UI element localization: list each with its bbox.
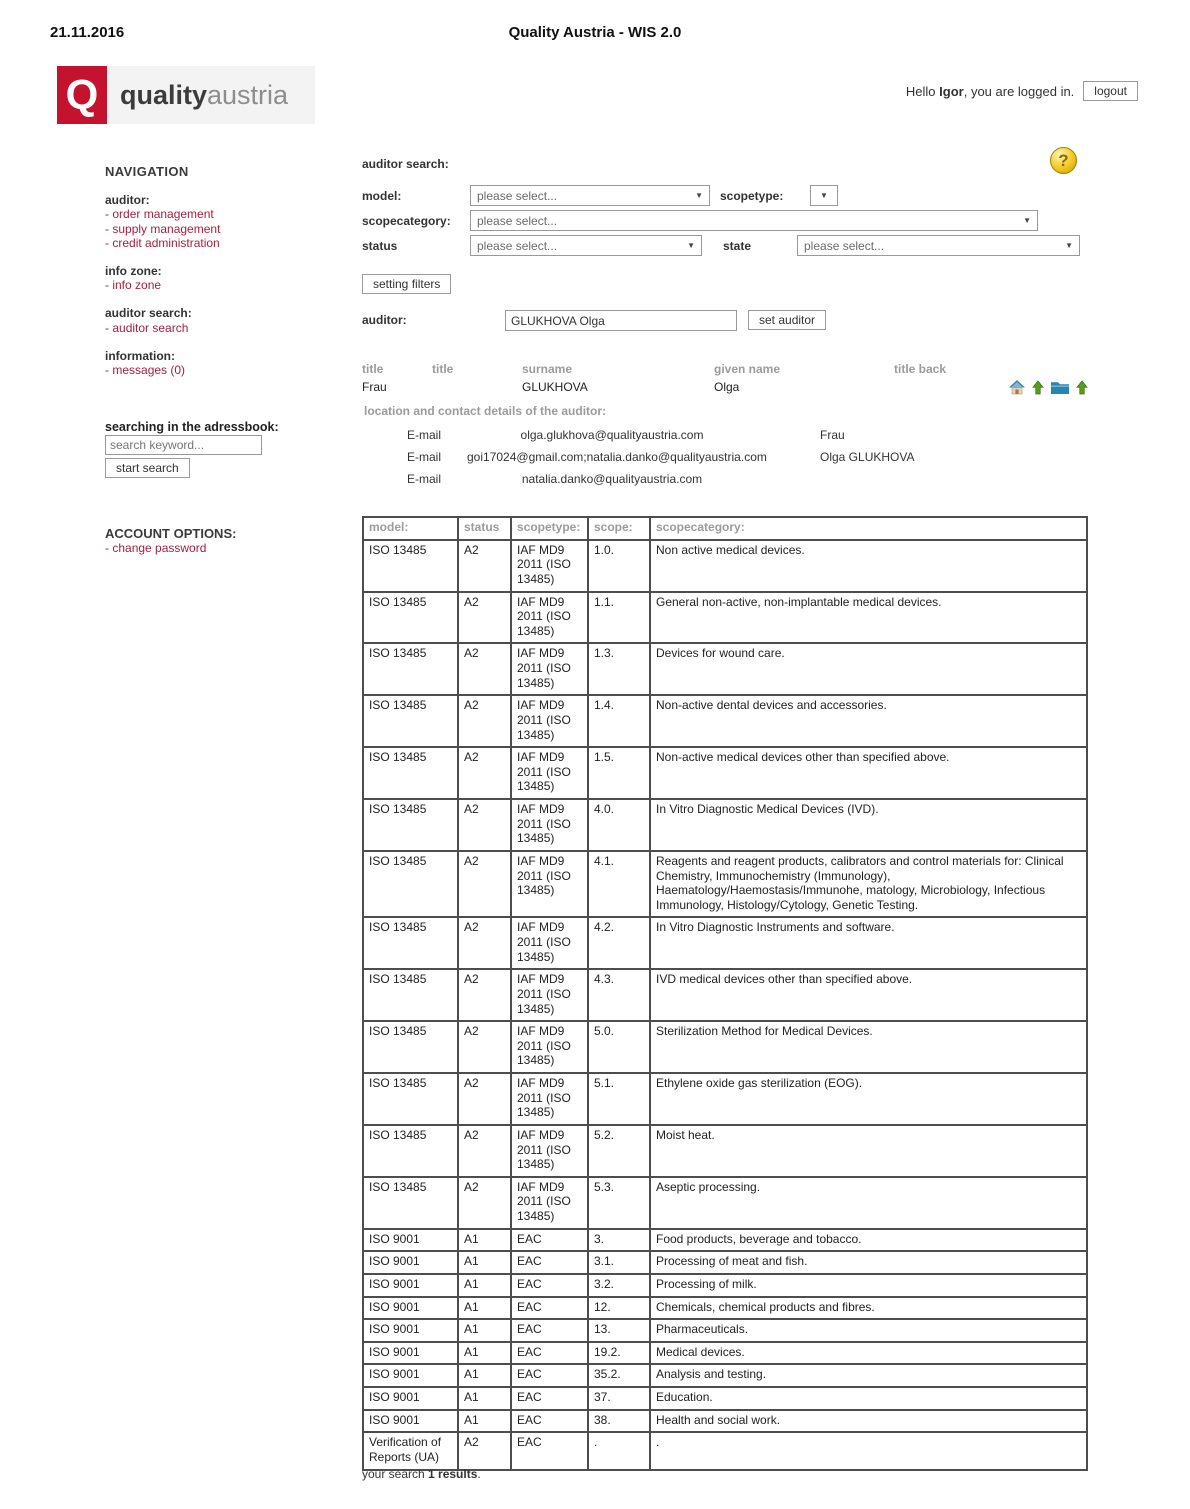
cell-scope: 1.3. xyxy=(588,643,650,695)
cell-scopetype: IAF MD9 2011 (ISO 13485) xyxy=(511,1177,588,1229)
cell-scopetype: EAC xyxy=(511,1319,588,1342)
cell-scopecategory: Sterilization Method for Medical Devices. xyxy=(650,1021,1087,1073)
model-select[interactable]: please select... ▼ xyxy=(470,185,710,206)
cell-scopetype: EAC xyxy=(511,1387,588,1410)
cell-model: ISO 9001 xyxy=(363,1387,458,1410)
cell-scopetype: EAC xyxy=(511,1432,588,1469)
result-column-header: title xyxy=(362,362,384,376)
cell-status: A1 xyxy=(458,1229,511,1252)
cell-scopetype: IAF MD9 2011 (ISO 13485) xyxy=(511,695,588,747)
cell-scopecategory: Devices for wound care. xyxy=(650,643,1087,695)
account-options-heading: ACCOUNT OPTIONS: xyxy=(105,525,237,541)
table-row xyxy=(363,1177,1087,1229)
cell-scopecategory: Non-active dental devices and accessories. xyxy=(650,695,1087,747)
cell-scope: 37. xyxy=(588,1387,650,1410)
sidebar-nav-group xyxy=(105,306,345,335)
result-column-header: title back xyxy=(894,362,947,376)
cell-scopecategory: Health and social work. xyxy=(650,1410,1087,1433)
cell-status: A2 xyxy=(458,747,511,799)
sidebar-item-messages-0[interactable]: - messages (0) xyxy=(105,363,345,377)
cell-status: A1 xyxy=(458,1297,511,1320)
up-arrow-icon[interactable] xyxy=(1032,380,1044,395)
table-row xyxy=(363,851,1087,918)
cell-scope: 38. xyxy=(588,1410,650,1433)
cell-scope: 3.1. xyxy=(588,1251,650,1274)
scopes-table-header-row xyxy=(363,517,1087,540)
cell-status: A2 xyxy=(458,1125,511,1177)
account-options xyxy=(105,526,345,555)
cell-scopecategory: Food products, beverage and tobacco. xyxy=(650,1229,1087,1252)
email-label: E-mail xyxy=(407,472,442,486)
cell-model: ISO 13485 xyxy=(363,643,458,695)
email-owner: Frau xyxy=(820,428,845,442)
cell-scopetype: IAF MD9 2011 (ISO 13485) xyxy=(511,1125,588,1177)
cell-status: A1 xyxy=(458,1387,511,1410)
cell-scopecategory: In Vitro Diagnostic Medical Devices (IVD). xyxy=(650,799,1087,851)
cell-scopecategory: Aseptic processing. xyxy=(650,1177,1087,1229)
email-owner: Olga GLUKHOVA xyxy=(820,450,915,464)
sidebar-nav-group xyxy=(105,349,345,378)
email-label: E-mail xyxy=(407,428,442,442)
logo-text-bold: quality xyxy=(120,79,208,110)
result-row xyxy=(362,379,1088,395)
cell-status: A2 xyxy=(458,643,511,695)
greeting-text: Hello Igor, you are logged in. xyxy=(905,83,1075,99)
email-row xyxy=(362,424,1088,446)
cell-model: ISO 9001 xyxy=(363,1319,458,1342)
cell-status: A2 xyxy=(458,540,511,592)
email-address: natalia.danko@qualityaustria.com xyxy=(521,472,703,486)
table-row xyxy=(363,799,1087,851)
cell-scope: 5.0. xyxy=(588,1021,650,1073)
logo-text xyxy=(120,80,288,111)
cell-scopecategory: In Vitro Diagnostic Instruments and software. xyxy=(650,917,1087,969)
table-row xyxy=(363,1073,1087,1125)
cell-status: A2 xyxy=(458,1432,511,1469)
cell-scopetype: EAC xyxy=(511,1364,588,1387)
cell-model: ISO 9001 xyxy=(363,1297,458,1320)
addressbook-heading: searching in the adressbook: xyxy=(105,419,279,434)
cell-status: A1 xyxy=(458,1342,511,1365)
cell-scopecategory: Analysis and testing. xyxy=(650,1364,1087,1387)
quality-austria-logo xyxy=(57,66,315,124)
table-row xyxy=(363,695,1087,747)
cell-scopecategory: Medical devices. xyxy=(650,1342,1087,1365)
cell-scope: 3. xyxy=(588,1229,650,1252)
cell-model: ISO 9001 xyxy=(363,1274,458,1297)
nav-group-heading: auditor: xyxy=(105,193,150,207)
main-content xyxy=(362,150,1088,1500)
result-surname: GLUKHOVA xyxy=(522,380,588,394)
state-label: state xyxy=(723,239,752,253)
username: Igor xyxy=(939,83,964,99)
cell-status: A2 xyxy=(458,917,511,969)
auditor-search-section-label: auditor search: xyxy=(362,157,449,171)
cell-scope: 13. xyxy=(588,1319,650,1342)
cell-scopecategory: Ethylene oxide gas sterilization (EOG). xyxy=(650,1073,1087,1125)
cell-scope: 1.0. xyxy=(588,540,650,592)
cell-model: ISO 13485 xyxy=(363,1125,458,1177)
scopetype-label: scopetype: xyxy=(720,189,784,203)
cell-scopecategory: Processing of meat and fish. xyxy=(650,1251,1087,1274)
cell-model: ISO 13485 xyxy=(363,1021,458,1073)
cell-scopecategory: Processing of milk. xyxy=(650,1274,1087,1297)
email-address: olga.glukhova@qualityaustria.com xyxy=(520,428,704,442)
cell-scopecategory: Pharmaceuticals. xyxy=(650,1319,1087,1342)
cell-scope: 1.4. xyxy=(588,695,650,747)
cell-scopetype: EAC xyxy=(511,1274,588,1297)
scopes-col-header: scopecategory: xyxy=(650,517,1087,540)
table-row xyxy=(363,1251,1087,1274)
cell-scope: 1.1. xyxy=(588,592,650,644)
cell-scopetype: EAC xyxy=(511,1229,588,1252)
chevron-down-icon: ▼ xyxy=(695,191,703,200)
setting-filters-button[interactable]: setting filters xyxy=(362,274,451,294)
cell-scopetype: EAC xyxy=(511,1251,588,1274)
chevron-down-icon: ▼ xyxy=(820,191,828,200)
email-row xyxy=(362,446,1088,468)
cell-model: ISO 13485 xyxy=(363,851,458,918)
sidebar-nav-groups xyxy=(105,193,345,378)
email-row xyxy=(362,468,1088,490)
logo-q-icon: Q xyxy=(57,66,107,124)
cell-status: A2 xyxy=(458,1177,511,1229)
cell-scopecategory: . xyxy=(650,1432,1087,1469)
status-select[interactable]: please select... ▼ xyxy=(470,235,702,256)
cell-scopecategory: General non-active, non-implantable medical devices. xyxy=(650,592,1087,644)
addressbook-search-input[interactable] xyxy=(105,435,262,455)
cell-scope: 4.3. xyxy=(588,969,650,1021)
cell-model: ISO 13485 xyxy=(363,540,458,592)
cell-status: A2 xyxy=(458,851,511,918)
auditor-label: auditor: xyxy=(362,313,407,327)
table-row xyxy=(363,592,1087,644)
cell-model: ISO 13485 xyxy=(363,695,458,747)
sidebar-item-change-password[interactable]: - change password xyxy=(105,541,345,555)
result-given-name: Olga xyxy=(714,380,740,394)
cell-status: A1 xyxy=(458,1274,511,1297)
auditor-input[interactable] xyxy=(505,310,737,331)
contact-details-heading: location and contact details of the auditor: xyxy=(364,404,607,418)
cell-scope: . xyxy=(588,1432,650,1469)
cell-scopetype: IAF MD9 2011 (ISO 13485) xyxy=(511,969,588,1021)
table-row xyxy=(363,1021,1087,1073)
cell-scopetype: IAF MD9 2011 (ISO 13485) xyxy=(511,799,588,851)
cell-status: A2 xyxy=(458,799,511,851)
page-date: 21.11.2016 xyxy=(50,24,125,41)
state-select[interactable]: please select... ▼ xyxy=(797,235,1080,256)
cell-model: ISO 13485 xyxy=(363,799,458,851)
scopes-col-header: scopetype: xyxy=(511,517,588,540)
cell-status: A1 xyxy=(458,1410,511,1433)
cell-scope: 3.2. xyxy=(588,1274,650,1297)
scopecategory-label: scopecategory: xyxy=(362,214,451,228)
scopes-col-header: scope: xyxy=(588,517,650,540)
cell-scopetype: IAF MD9 2011 (ISO 13485) xyxy=(511,1021,588,1073)
cell-scopetype: IAF MD9 2011 (ISO 13485) xyxy=(511,643,588,695)
cell-status: A2 xyxy=(458,1073,511,1125)
sidebar-item-supply-management[interactable]: - supply management xyxy=(105,222,345,236)
table-row xyxy=(363,1410,1087,1433)
status-label: status xyxy=(362,239,398,253)
table-row xyxy=(363,1125,1087,1177)
chevron-down-icon: ▼ xyxy=(1065,241,1073,250)
table-row xyxy=(363,1274,1087,1297)
cell-scopetype: IAF MD9 2011 (ISO 13485) xyxy=(511,540,588,592)
table-row xyxy=(363,1319,1087,1342)
results-count: your search 1 results. xyxy=(362,1467,481,1481)
result-action-icons xyxy=(1008,379,1088,395)
chevron-down-icon: ▼ xyxy=(687,241,695,250)
cell-scope: 35.2. xyxy=(588,1364,650,1387)
table-row xyxy=(363,1229,1087,1252)
sidebar-item-order-management[interactable]: - order management xyxy=(105,207,345,221)
cell-model: ISO 9001 xyxy=(363,1364,458,1387)
table-row xyxy=(363,1364,1087,1387)
cell-status: A2 xyxy=(458,1021,511,1073)
page-title: Quality Austria - WIS 2.0 xyxy=(508,24,682,41)
cell-status: A1 xyxy=(458,1364,511,1387)
scopes-table xyxy=(362,516,1088,1471)
sidebar-item-credit-administration[interactable]: - credit administration xyxy=(105,236,345,250)
cell-model: ISO 9001 xyxy=(363,1251,458,1274)
nav-group-heading: auditor search: xyxy=(105,306,192,321)
result-column-header: given name xyxy=(714,362,781,376)
table-row xyxy=(363,643,1087,695)
cell-model: ISO 9001 xyxy=(363,1410,458,1433)
scopetype-select[interactable] xyxy=(810,185,838,206)
cell-scopetype: IAF MD9 2011 (ISO 13485) xyxy=(511,747,588,799)
cell-scopecategory: Reagents and reagent products, calibrators and control materials for: Clinical Chemistry, Immunochemistry (Immunology), Haematology/Haemostasis/Immunohe, matology, Microbiology, Infectious Immunology, Histology/Cytology, Genetic Testing. xyxy=(650,851,1087,918)
login-status xyxy=(906,81,1138,101)
scopecategory-select[interactable]: please select... ▼ xyxy=(470,210,1038,231)
cell-scopecategory: Chemicals, chemical products and fibres. xyxy=(650,1297,1087,1320)
table-row xyxy=(363,540,1087,592)
table-row xyxy=(363,1342,1087,1365)
email-list xyxy=(362,424,1088,490)
cell-scopecategory: Non-active medical devices other than specified above. xyxy=(650,747,1087,799)
cell-scope: 4.1. xyxy=(588,851,650,918)
cell-scopetype: IAF MD9 2011 (ISO 13485) xyxy=(511,851,588,918)
cell-model: ISO 13485 xyxy=(363,592,458,644)
sidebar-nav-group xyxy=(105,264,345,293)
cell-status: A1 xyxy=(458,1251,511,1274)
cell-model: ISO 13485 xyxy=(363,969,458,1021)
addressbook-search xyxy=(105,420,345,478)
result-column-header: surname xyxy=(522,362,573,376)
cell-scopecategory: IVD medical devices other than specified above. xyxy=(650,969,1087,1021)
cell-scopecategory: Moist heat. xyxy=(650,1125,1087,1177)
cell-scopetype: EAC xyxy=(511,1410,588,1433)
cell-scopetype: IAF MD9 2011 (ISO 13485) xyxy=(511,592,588,644)
cell-scope: 4.0. xyxy=(588,799,650,851)
cell-status: A2 xyxy=(458,592,511,644)
nav-group-heading: info zone: xyxy=(105,263,162,278)
up-arrow-icon[interactable] xyxy=(1076,380,1088,395)
sidebar-nav-group xyxy=(105,193,345,250)
cell-scope: 5.3. xyxy=(588,1177,650,1229)
cell-scope: 5.2. xyxy=(588,1125,650,1177)
sidebar-item-auditor-search[interactable]: - auditor search xyxy=(105,321,345,335)
start-search-button[interactable]: start search xyxy=(105,458,190,478)
cell-scopetype: EAC xyxy=(511,1297,588,1320)
cell-scopecategory: Education. xyxy=(650,1387,1087,1410)
sidebar xyxy=(105,164,345,555)
scopes-col-header: model: xyxy=(363,517,458,540)
cell-model: ISO 13485 xyxy=(363,1177,458,1229)
cell-scopetype: IAF MD9 2011 (ISO 13485) xyxy=(511,1073,588,1125)
cell-scope: 4.2. xyxy=(588,917,650,969)
cell-scopetype: IAF MD9 2011 (ISO 13485) xyxy=(511,917,588,969)
folder-icon[interactable] xyxy=(1050,380,1070,395)
cell-scopecategory: Non active medical devices. xyxy=(650,540,1087,592)
model-label: model: xyxy=(362,189,402,203)
sidebar-title: NAVIGATION xyxy=(105,164,189,179)
cell-model: Verification of Reports (UA) xyxy=(363,1432,458,1469)
result-title: Frau xyxy=(362,380,387,394)
table-row xyxy=(363,1297,1087,1320)
table-row xyxy=(363,747,1087,799)
cell-scope: 12. xyxy=(588,1297,650,1320)
email-label: E-mail xyxy=(407,450,442,464)
home-icon[interactable] xyxy=(1008,379,1026,395)
set-auditor-button[interactable]: set auditor xyxy=(748,310,826,330)
cell-status: A1 xyxy=(458,1319,511,1342)
cell-scope: 1.5. xyxy=(588,747,650,799)
cell-status: A2 xyxy=(458,695,511,747)
cell-scope: 5.1. xyxy=(588,1073,650,1125)
help-icon[interactable]: ? xyxy=(1050,147,1077,174)
cell-model: ISO 13485 xyxy=(363,747,458,799)
result-columns xyxy=(362,362,1088,376)
result-column-header: title xyxy=(432,362,454,376)
cell-scopetype: EAC xyxy=(511,1342,588,1365)
cell-scope: 19.2. xyxy=(588,1342,650,1365)
cell-status: A2 xyxy=(458,969,511,1021)
table-row xyxy=(363,917,1087,969)
scopes-col-header: status xyxy=(458,517,511,540)
email-address: goi17024@gmail.com;natalia.danko@qualityaustria.com xyxy=(467,450,767,464)
table-row xyxy=(363,969,1087,1021)
cell-model: ISO 9001 xyxy=(363,1229,458,1252)
logout-button[interactable]: logout xyxy=(1083,81,1138,101)
cell-model: ISO 13485 xyxy=(363,1073,458,1125)
table-row xyxy=(363,1432,1087,1469)
logo-text-light: austria xyxy=(207,79,289,110)
nav-group-heading: information: xyxy=(105,348,175,363)
scopes-table-body xyxy=(363,540,1087,1470)
chevron-down-icon: ▼ xyxy=(1023,216,1031,225)
cell-model: ISO 13485 xyxy=(363,917,458,969)
table-row xyxy=(363,1387,1087,1410)
sidebar-item-info-zone[interactable]: - info zone xyxy=(105,278,345,292)
cell-model: ISO 9001 xyxy=(363,1342,458,1365)
